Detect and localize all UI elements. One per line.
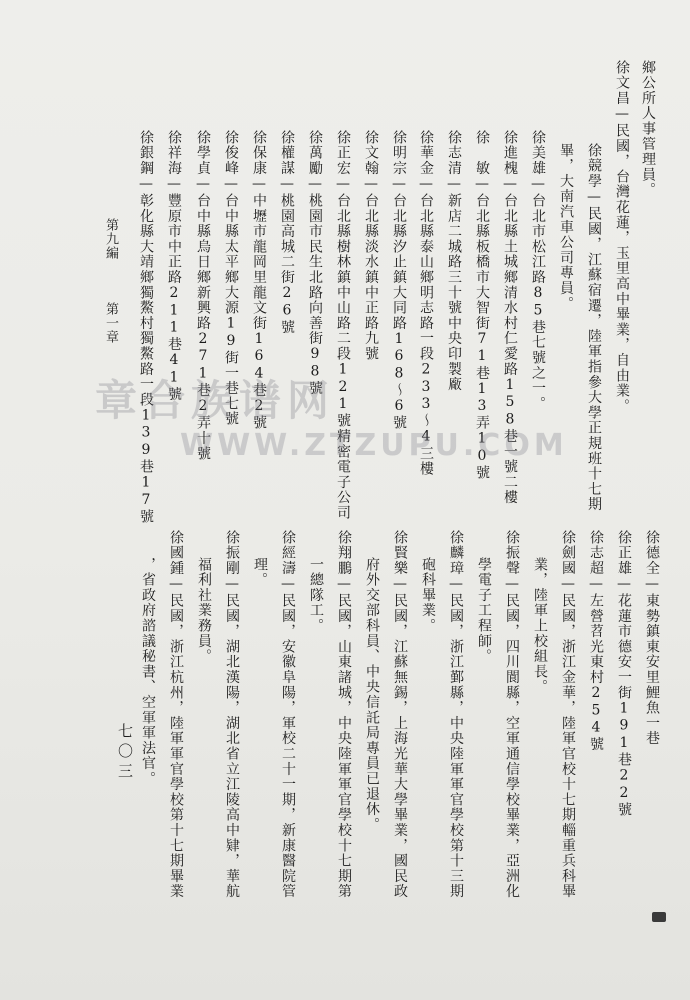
lower-entry-column-01: 徐德全—東勢鎮東安里鯉魚一巷 <box>644 530 660 747</box>
upper-entry-column-13: 徐萬勵—桃園市民生北路向善街98號 <box>307 130 323 397</box>
upper-entry-column-14: 徐權謀—桃園高城二街26號 <box>279 130 295 335</box>
lower-entry-column-14: 徐經濤—民國，安徽阜陽，軍校二十一期，新康醫院管 <box>280 530 296 900</box>
upper-entry-column-02: 徐文昌—民國，台灣花蓮，玉里高中畢業，自由業。 <box>614 60 630 414</box>
upper-entry-column-15: 徐保康—中壢市龍岡里龍文街164巷2號 <box>251 130 267 431</box>
upper-entry-column-01: 鄉公所人事管理員。 <box>640 60 656 198</box>
upper-entry-column-07: 徐 敏—台北縣板橋市大智街71巷13弄10號 <box>474 130 490 481</box>
upper-entry-column-11: 徐文翰—台北縣淡水鎮中正路九號 <box>363 130 379 362</box>
lower-entry-column-18: 徐國鍾—民國，浙江杭州，陸軍軍官學校第十七期畢業 <box>168 530 184 900</box>
lower-entry-column-13: 一總隊工。 <box>308 557 324 634</box>
upper-entry-column-06: 徐進槐—台北縣土城鄉清水村仁愛路158巷一號二樓 <box>502 130 518 506</box>
lower-entry-column-10: 徐賢樂—民國，江蘇無錫，上海光華大學畢業，國民政 <box>392 530 408 900</box>
lower-entry-column-12: 徐翔鵬—民國，山東諸城，中央陸軍軍官學校十七期第 <box>336 530 352 900</box>
lower-entry-column-11: 府外交部科員、中央信託局專員已退休。 <box>364 557 380 833</box>
chapter-label: 第一章 <box>103 302 118 344</box>
scan-edge-mark <box>652 912 666 922</box>
upper-entry-column-04: 畢，大南汽車公司專員。 <box>558 143 574 312</box>
lower-entry-column-19: ，省政府諮議秘書、空軍軍法官。 <box>140 557 156 787</box>
lower-entry-column-04: 徐劍國—民國，浙江金華，陸軍官校十七期輜重兵科畢 <box>560 530 576 900</box>
lower-entry-column-09: 砲科畢業。 <box>420 557 436 634</box>
upper-entry-column-16: 徐俊峰—台中縣太平鄉大源19街一巷七號 <box>223 130 239 427</box>
lower-entry-column-02: 徐正雄—花蓮市德安一街191巷22號 <box>616 530 632 818</box>
volume-label: 第九編 <box>103 218 118 260</box>
lower-entry-column-08: 徐麟璋—民國，浙江鄞縣，中央陸軍軍官學校第十三期 <box>448 530 464 900</box>
upper-entry-column-19: 徐銀鋼—彰化縣大靖鄉獨鰲村獨鰲路一段139巷17號 <box>138 130 154 525</box>
upper-entry-column-18: 徐祥海—豐原市中正路211巷41號 <box>166 130 182 403</box>
upper-entry-column-03: 徐競學—民國，江蘇宿遷，陸軍指參大學正規班十七期 <box>586 143 602 513</box>
upper-entry-column-17: 徐學貞—台中縣烏日鄉新興路271巷2弄十號 <box>195 130 211 462</box>
upper-entry-column-12: 徐正宏—台北縣樹林鎮中山路二段121號精密電子公司 <box>335 130 351 521</box>
lower-entry-column-06: 徐振聲—民國，四川閬縣，空軍通信學校畢業，亞洲化 <box>504 530 520 900</box>
lower-entry-column-16: 徐振剛—民國，湖北漢陽，湖北省立江陵高中肄，華航 <box>224 530 240 900</box>
watermark-text: 章合族谱网 <box>95 376 336 425</box>
lower-entry-column-07: 學電子工程師。 <box>476 557 492 665</box>
upper-entry-column-08: 徐志清—新店二城路三十號中央印製廠 <box>446 130 462 393</box>
upper-entry-column-10: 徐明宗—台北縣汐止鎮大同路168～6號 <box>391 130 407 431</box>
watermark-url: WWW.ZTZUPU.COM <box>180 428 568 463</box>
page-number: 七〇三 <box>116 723 134 783</box>
upper-entry-column-05: 徐美雄—台北市松江路85巷七號之一。 <box>530 130 546 412</box>
lower-entry-column-17: 福利社業務員。 <box>196 557 212 665</box>
lower-entry-column-15: 理。 <box>252 557 268 588</box>
lower-entry-column-03: 徐志超—左營苕光東村254號 <box>588 530 604 753</box>
lower-entry-column-05: 業，陸軍上校組長。 <box>532 557 548 695</box>
upper-entry-column-09: 徐華金—台北縣泰山鄉明志路一段233～4三樓 <box>418 130 434 477</box>
